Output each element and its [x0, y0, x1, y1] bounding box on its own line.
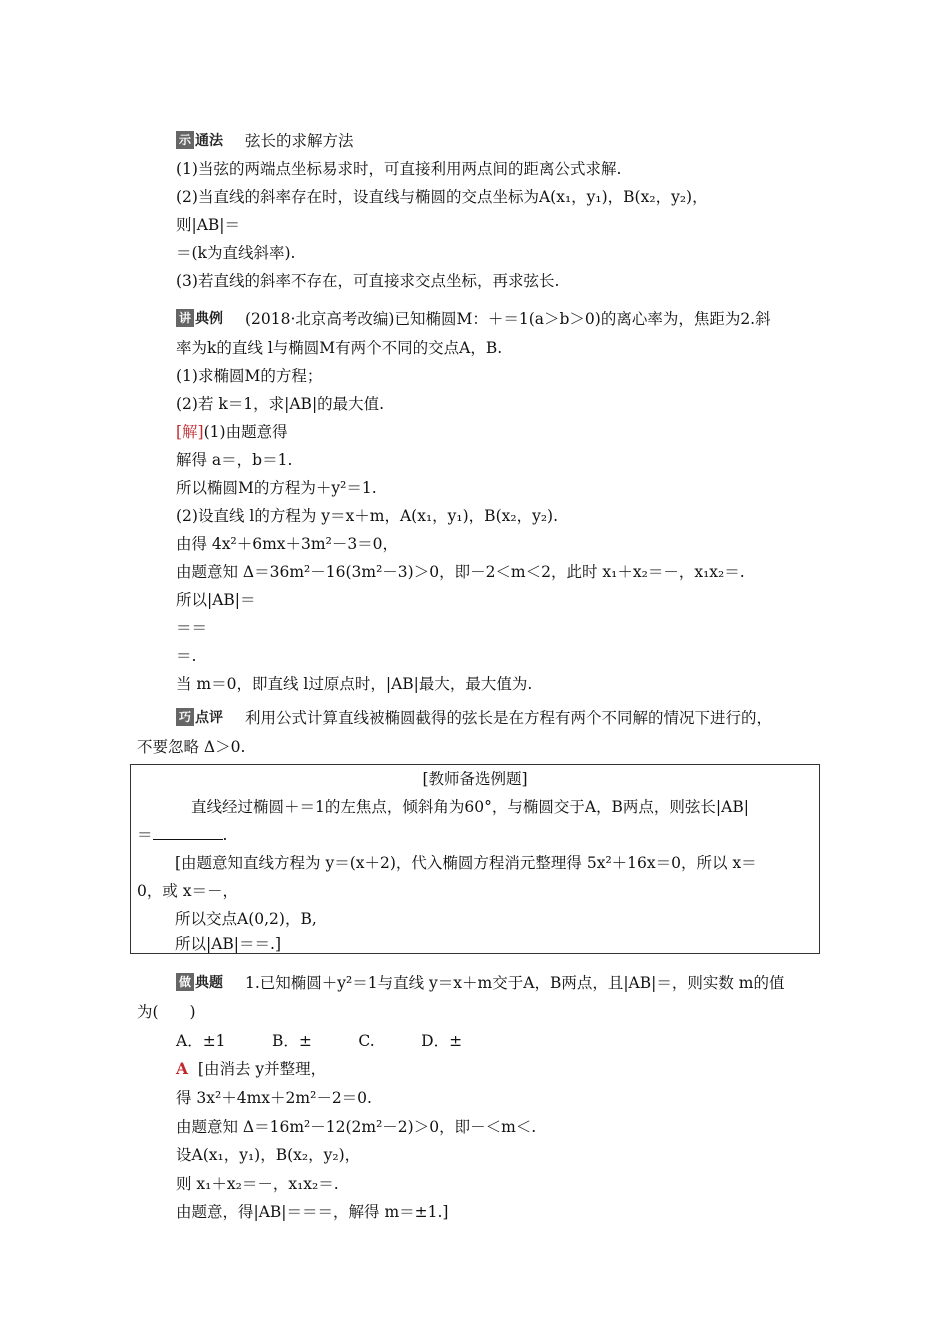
answer-line: [由题意知直线方程为 y＝(x＋2)，代入椭圆方程消元整理得 5x²＋16x＝0，所以 x＝	[175, 854, 757, 872]
exercise-first-line: 1.已知椭圆＋y²＝1与直线 y＝x＋m交于A，B两点，且|AB|＝，则实数 m的值	[245, 974, 785, 992]
tag-text: 通法	[195, 133, 224, 149]
tag-box: 做	[176, 973, 194, 991]
tag-box: 示	[176, 131, 194, 149]
text-line: 解得 a＝，b＝1.	[176, 451, 293, 469]
tag-text: 典例	[195, 311, 224, 327]
section-tag-dianti	[176, 972, 223, 992]
answer-text: [由消去 y并整理，	[197, 1060, 327, 1078]
answer-blank	[153, 825, 223, 840]
teacher-box-title: [教师备选例题]	[422, 770, 528, 788]
text-line: 由题意知 Δ＝36m²－16(3m²－3)＞0，即－2＜m＜2，此时 x₁＋x₂＝－，x₁x₂＝.	[176, 563, 745, 581]
text-line: ＝(k为直线斜率).	[176, 244, 296, 262]
section-tag-dianli	[176, 308, 223, 328]
text-line: ＝.	[176, 647, 197, 665]
tag-box: 讲	[176, 309, 194, 327]
answer-label: A	[176, 1059, 189, 1078]
text-line: 当 m＝0，即直线 l过原点时，|AB|最大，最大值为.	[176, 675, 533, 693]
text-line: 所以|AB|＝	[176, 591, 256, 609]
exercise-answer-first	[176, 1058, 326, 1080]
section-tag-tongfa	[176, 130, 223, 150]
text-line: 由得 4x²＋6mx＋3m²－3＝0，	[176, 535, 399, 553]
problem-first-line: (2018·北京高考改编)已知椭圆M：＋＝1(a＞b＞0)的离心率为，焦距为2.斜	[245, 310, 771, 328]
comment-second-line: 不要忽略 Δ＞0.	[137, 738, 246, 756]
solution-text: (1)由题意得	[203, 423, 288, 441]
text-line: 所以椭圆M的方程为＋y²＝1.	[176, 479, 377, 497]
text-line: (2)设直线 l的方程为 y＝x＋m，A(x₁，y₁)，B(x₂，y₂).	[176, 507, 559, 525]
text-line: 则 x₁＋x₂＝－，x₁x₂＝.	[176, 1175, 339, 1193]
tag-text: 点评	[195, 710, 224, 726]
exercise-options: A．±1 B．± C. D．±	[176, 1032, 463, 1050]
answer-line: 所以|AB|＝＝.]	[175, 935, 282, 953]
text-line: (2)当直线的斜率存在时，设直线与椭圆的交点坐标为A(x₁，y₁)，B(x₂，y₂)，	[176, 188, 708, 206]
text-line: 由题意知 Δ＝16m²－12(2m²－2)＞0，即－＜m＜.	[176, 1118, 537, 1136]
tag-box: 巧	[176, 708, 194, 726]
text-line: ＝＝	[176, 619, 208, 637]
text-line: (1)当弦的两端点坐标易求时，可直接利用两点间的距离公式求解.	[176, 160, 622, 178]
text-line: 得 3x²＋4mx＋2m²－2＝0.	[176, 1089, 372, 1107]
text-line: (2)若 k＝1，求|AB|的最大值.	[176, 395, 385, 413]
solution-first-line	[176, 421, 288, 443]
answer-line: 所以交点A(0,2)，B,	[175, 910, 317, 928]
text-line: 由题意，得|AB|＝＝＝，解得 m＝±1.]	[176, 1203, 449, 1221]
comment-first-line: 利用公式计算直线被椭圆截得的弦长是在方程有两个不同解的情况下进行的，	[245, 709, 773, 727]
answer-line: 0，或 x＝－，	[137, 882, 239, 900]
tag-text: 典题	[195, 975, 224, 991]
text-line: 设A(x₁，y₁)，B(x₂，y₂)，	[176, 1146, 361, 1164]
question-line: 直线经过椭圆＋＝1的左焦点，倾斜角为60°，与椭圆交于A，B两点，则弦长|AB|	[191, 798, 749, 816]
question-line-2: ＝ .	[137, 826, 228, 844]
exercise-second-line: 为( )	[137, 1003, 196, 1021]
text-line: 则|AB|＝	[176, 216, 241, 234]
section-tag-dianping	[176, 707, 223, 727]
text-line: 率为k的直线 l与椭圆M有两个不同的交点A，B.	[176, 339, 503, 357]
text-line: (3)若直线的斜率不存在，可直接求交点坐标，再求弦长.	[176, 272, 560, 290]
text-line: (1)求椭圆M的方程；	[176, 367, 323, 385]
solution-label: [解]	[176, 423, 204, 441]
section-title: 弦长的求解方法	[245, 132, 354, 150]
